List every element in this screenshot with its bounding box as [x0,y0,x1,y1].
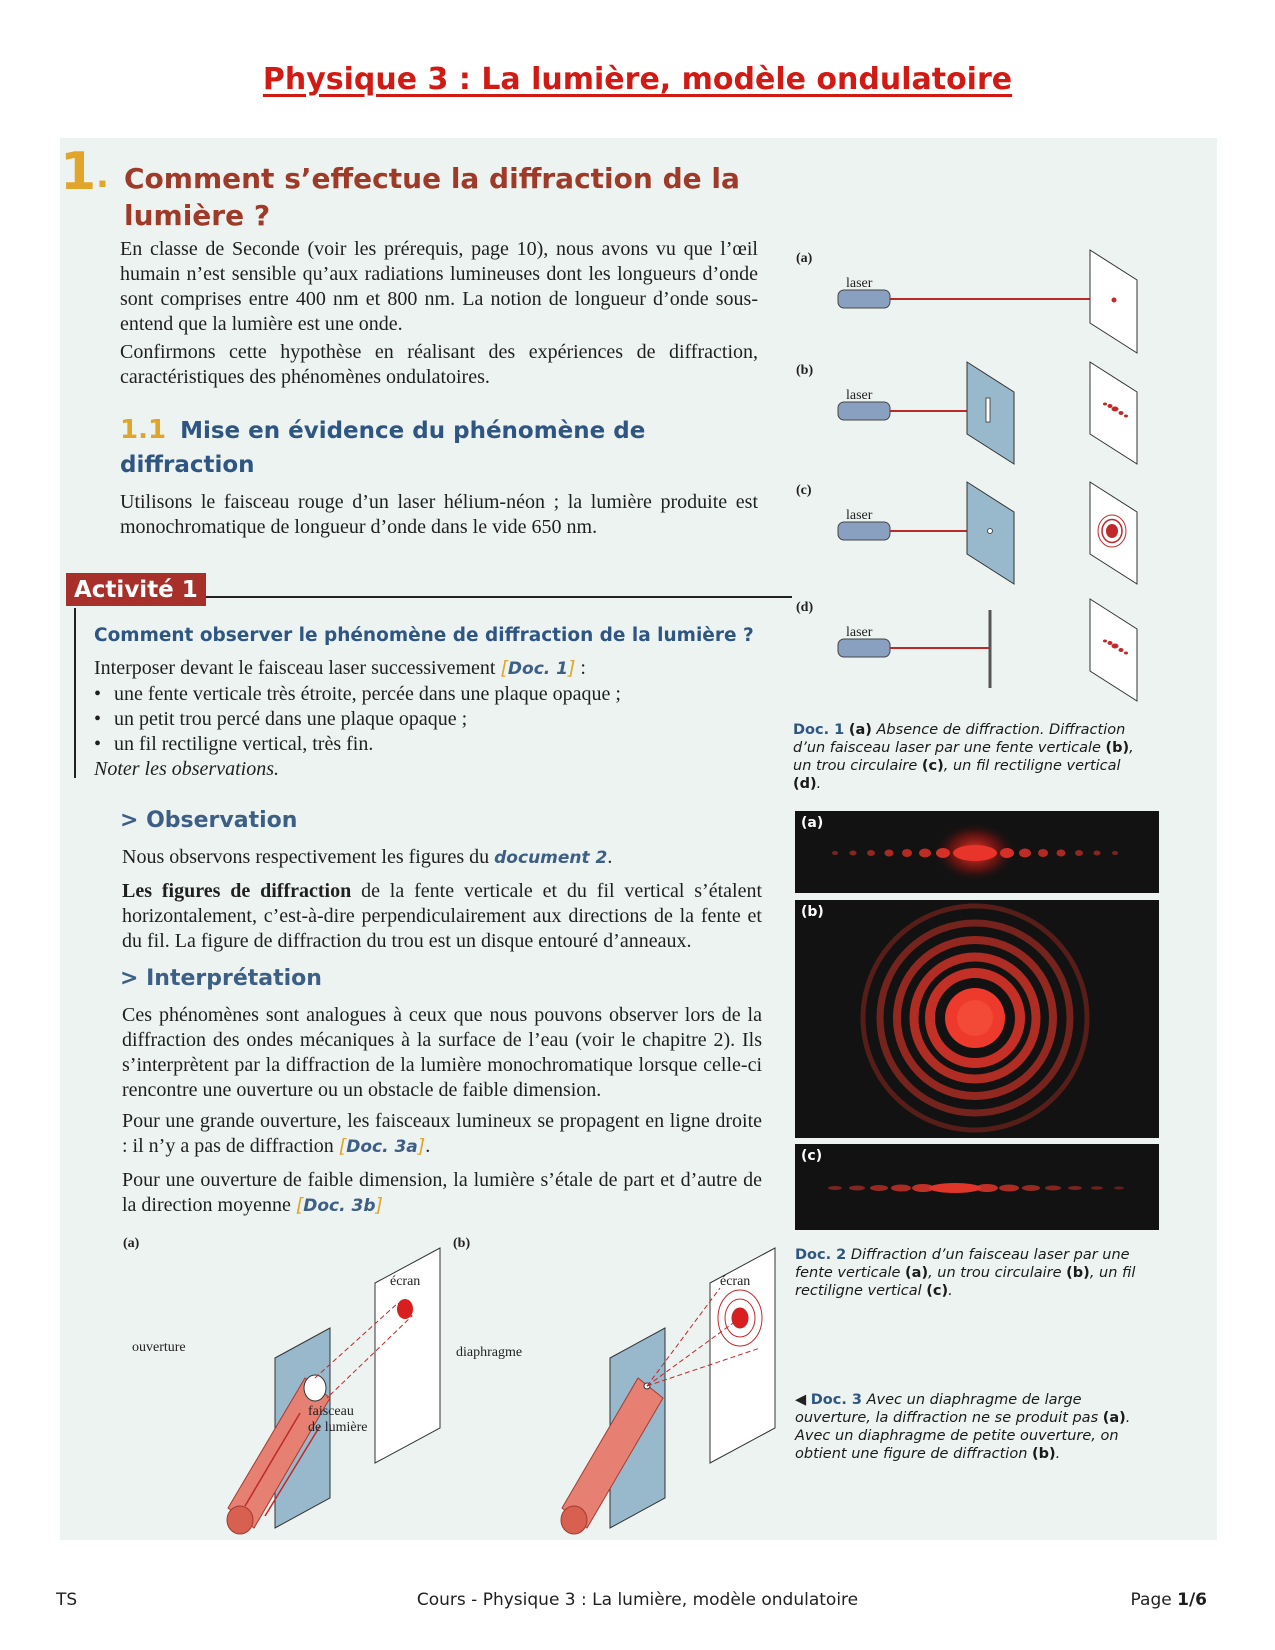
caption-part-label: (b) [1105,740,1130,756]
caption-text: . [1055,1446,1061,1462]
scanned-textbook-page [60,138,1217,1540]
doc1-panel-b [838,362,1137,464]
doc2-caption [795,1246,1147,1300]
caption-part-label: (c) [926,1283,949,1299]
caption-part-label: (b) [1032,1446,1056,1462]
activity-bullet: • une fente verticale très étroite, percée dans une plaque opaque ; [94,682,734,707]
doc-3b-ref[interactable]: Doc. 3b [303,1196,376,1216]
laser-device [838,402,890,420]
activity-bullets [94,682,734,757]
de-lumiere-text: de lumière [308,1420,368,1435]
activity-instructions: Interposer devant le faisceau laser successivement [Doc. 1] : • une fente verticale très étroite, percée dans une plaque opaque ; • un petit trou percé dans une plaque opaque ; • un fil rectiligne vertical, très fin. Noter les observations. [94,656,734,782]
ecran-label: écran [390,1274,421,1289]
laser-device [838,290,890,308]
laser-label: laser [846,625,873,640]
activity-rule [206,596,792,598]
section-number-dot: . [96,156,109,196]
doc1-label-a: (a) [796,251,813,266]
caption-text: , un trou circulaire [793,740,1134,774]
doc3-panel-a [227,1248,440,1534]
doc1-label-c: (c) [796,483,812,498]
footer-page-number [1131,1590,1207,1610]
activity-bullet: • un fil rectiligne vertical, très fin. [94,732,734,757]
ecran-label: écran [720,1274,751,1289]
caption-arrow-icon: ◀ [795,1392,807,1408]
doc1-caption-ref: Doc. 1 [793,722,845,738]
activity-note: Noter les observations. [94,758,279,780]
doc2-photo-b [795,900,1159,1138]
interpretation-heading: > Interprétation [120,966,322,991]
section-number: 1 [60,142,97,202]
activity-question: Comment observer le phénomène de diffraction de la lumière ? [94,625,754,646]
footer-center: Cours - Physique 3 : La lumière, modèle ondulatoire [416,1590,859,1610]
observation-heading: > Observation [120,808,298,833]
activity-label: Activité 1 [66,573,206,606]
caption-part-label: (c) [921,758,944,774]
doc1-caption [793,721,1153,793]
doc2-label-c: (c) [801,1148,823,1164]
laser-label: laser [846,276,873,291]
page-label: Page [1130,1590,1178,1610]
doc3-caption [795,1391,1157,1463]
observation-bold: Les figures de diffraction [122,880,352,902]
interpretation-period: . [425,1135,431,1157]
caption-text: , un fil rectiligne vertical [943,758,1121,774]
observation-paragraph-2 [122,879,762,954]
doc1-label-b: (b) [796,363,814,378]
laser-label: laser [846,388,873,403]
caption-text: . Avec un diaphragme de petite ouverture, on obtient une figure de diffraction [795,1410,1131,1462]
doc1-panel-d [838,599,1137,701]
doc1-panel-c [838,482,1137,584]
diaphragme-label: diaphragme [456,1345,523,1360]
laser-device [838,522,890,540]
caption-part-label: (a) [848,722,872,738]
caption-part-label: (a) [905,1265,929,1281]
doc3-label-b: (b) [453,1236,471,1251]
laser-device [838,639,890,657]
caption-part-label: (a) [1102,1410,1126,1426]
doc3-panel-b [561,1248,775,1534]
caption-part-label: (b) [1066,1265,1090,1281]
interpretation-text-3: Pour une ouverture de faible dimension, la lumière s’étale de part et d’autre de la direction moyenne [122,1169,762,1216]
observation-text: Nous observons respectivement les figures du [122,846,490,868]
subsection-number: 1.1 [120,415,167,445]
intro-paragraph-1: En classe de Seconde (voir les prérequis, page 10), nous avons vu que l’œil humain n’est sensible qu’aux radiations lumineuses dont les longueurs d’onde sont comprises entre 400 nm et 800 nm. La notion de longueur d’onde sous-entend que la lumière est une onde. [120,238,758,335]
doc2-photo-c [795,1144,1159,1230]
observation-rest: de la fente verticale et du fil vertical s’étalent horizontalement, c’est-à-dire perpendiculairement aux directions de la fente et du fil. La figure de diffraction du trou est un disque entouré d’anneaux. [122,880,763,952]
screen [1090,362,1137,464]
doc3-diagram [120,1238,800,1538]
caption-text: . [816,776,822,792]
subsection-title: Mise en évidence du phénomène de diffraction [120,418,646,478]
doc2-label-b: (b) [801,904,824,920]
document-2-ref[interactable]: document 2 [494,848,608,868]
activity-doc-ref[interactable]: Doc. 1 [507,659,568,679]
doc2-caption-ref: Doc. 2 [795,1247,847,1263]
activity-side-rule [74,608,76,778]
page-total: /6 [1188,1590,1207,1610]
doc2-label-a: (a) [801,815,824,831]
caption-text: , un fil rectiligne vertical [795,1265,1136,1299]
doc2-photo-a [795,811,1159,893]
interpretation-paragraph-2: Pour une grande ouverture, les faisceaux lumineux se propagent en ligne droite : il n’y a pas de diffraction [Doc. 3a]. [122,1110,762,1157]
section-title: Comment s’effectue la diffraction de la lumière ? [124,162,740,232]
caption-text: . [948,1283,953,1299]
page-title: Physique 3 : La lumière, modèle ondulatoire [262,62,1013,97]
interpretation-paragraph-1: Ces phénomènes sont analogues à ceux que nous pouvons observer lors de la diffraction des ondes mécaniques à la surface de l’eau (voir le chapitre 2). Ils s’interprètent par la diffraction de la lumière monochromatique lorsque celle-ci rencontre une ouverture ou un obstacle de faible dimension. [122,1004,762,1101]
caption-text: Diffraction d’un faisceau laser par une fente verticale [795,1247,1130,1281]
faisceau-label [308,1404,367,1436]
caption-text: Avec un diaphragme de large ouverture, la diffraction ne se produit pas [795,1392,1103,1426]
doc1-panel-a [838,250,1137,353]
subsection-text: Utilisons le faisceau rouge d’un laser hélium-néon ; la lumière produite est monochromatique de longueur d’onde dans le vide 650 nm. [120,491,758,538]
footer-left: TS [56,1590,78,1610]
doc1-label-d: (d) [796,600,814,615]
intro-paragraph-2: Confirmons cette hypothèse en réalisant des expériences de diffraction, caractéristiques des phénomènes ondulatoires. [120,341,758,388]
subsection-heading [120,414,680,482]
caption-part-label: (d) [793,776,817,792]
ouverture-label: ouverture [132,1340,186,1355]
doc-3a-ref[interactable]: Doc. 3a [346,1137,418,1157]
screen [1090,599,1137,701]
activity-bullet: • un petit trou percé dans une plaque opaque ; [94,707,734,732]
caption-text: Absence de diffraction. Diffraction d’un faisceau laser par une fente verticale [793,722,1126,756]
observation-period: . [607,846,613,868]
doc3-caption-ref: Doc. 3 [810,1392,863,1408]
slit-plate [967,362,1014,464]
interpretation-paragraph-3: Pour une ouverture de faible dimension, la lumière s’étale de part et d’autre de la direction moyenne [Doc. 3b] [122,1169,762,1216]
page-current: 1 [1177,1590,1189,1610]
interpretation-text-2: Pour une grande ouverture, les faisceaux lumineux se propagent en ligne droite : il n’y a pas de diffraction [122,1110,762,1157]
caption-text: , un trou circulaire [928,1265,1067,1281]
faisceau-text: faisceau [308,1404,354,1419]
laser-label: laser [846,508,873,523]
observation-paragraph-1 [122,845,762,871]
activity-intro: Interposer devant le faisceau laser successivement [94,657,496,679]
doc3-label-a: (a) [123,1236,140,1251]
activity-colon: : [575,657,586,679]
